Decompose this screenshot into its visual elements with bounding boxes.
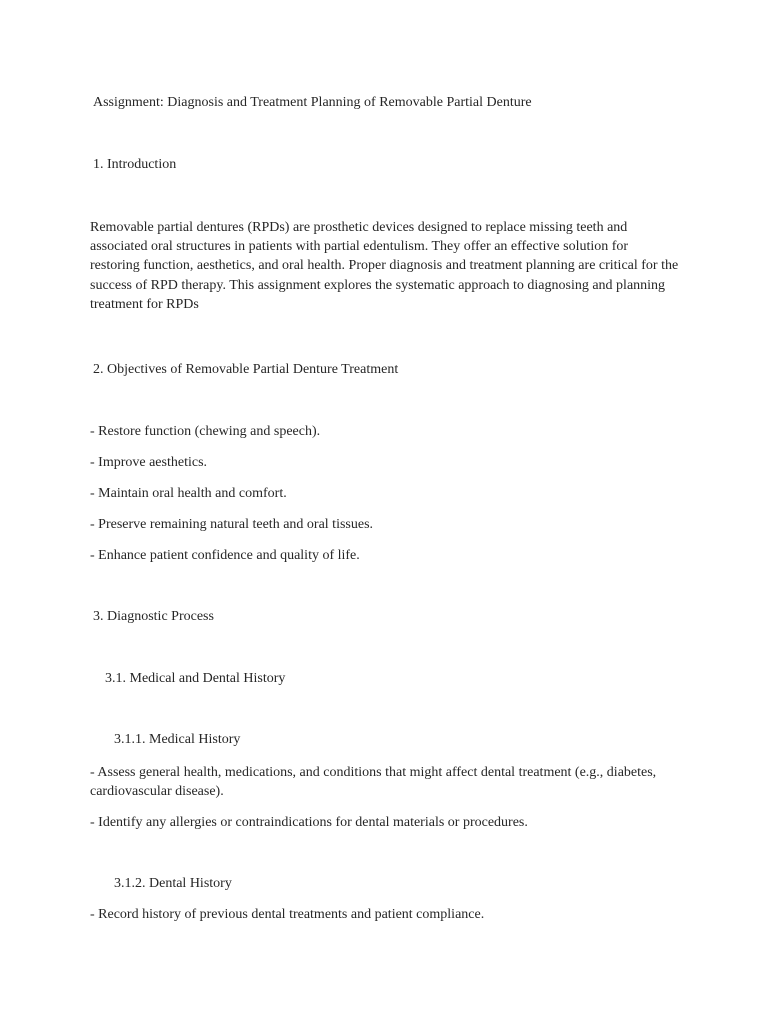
subsubsection-heading-dental-history: 3.1.2. Dental History <box>114 876 232 891</box>
subsubsection-heading-medical-history: 3.1.1. Medical History <box>114 732 241 747</box>
introduction-paragraph: Removable partial dentures (RPDs) are prosthetic devices designed to replace missing teeth and associated oral structures in patients with partial edentulism. They offer an effective solution for restoring function, aesthetics, and oral health. Proper diagnosis and treatment planning are critical for the success of RPD therapy. This assignment explores the systematic approach to diagnosing and planning treatment for RPDs <box>90 220 679 312</box>
list-item: - Record history of previous dental treatments and patient compliance. <box>90 907 485 922</box>
list-item: - Assess general health, medications, and conditions that might affect dental treatment (e.g., diabetes, cardiovascular disease). <box>90 765 657 800</box>
list-item: - Preserve remaining natural teeth and oral tissues. <box>90 517 374 532</box>
document-title: Assignment: Diagnosis and Treatment Planning of Removable Partial Denture <box>93 95 532 110</box>
list-item: - Maintain oral health and comfort. <box>90 486 287 501</box>
section-heading-objectives: 2. Objectives of Removable Partial Denture Treatment <box>93 362 399 377</box>
list-item: - Enhance patient confidence and quality of life. <box>90 548 360 563</box>
list-item: - Identify any allergies or contraindications for dental materials or procedures. <box>90 815 528 830</box>
list-item: - Improve aesthetics. <box>90 455 208 470</box>
section-heading-introduction: 1. Introduction <box>93 157 177 172</box>
list-item: - Restore function (chewing and speech). <box>90 424 321 439</box>
subsection-heading-medical-dental-history: 3.1. Medical and Dental History <box>105 671 286 686</box>
section-heading-diagnostic-process: 3. Diagnostic Process <box>93 609 214 624</box>
